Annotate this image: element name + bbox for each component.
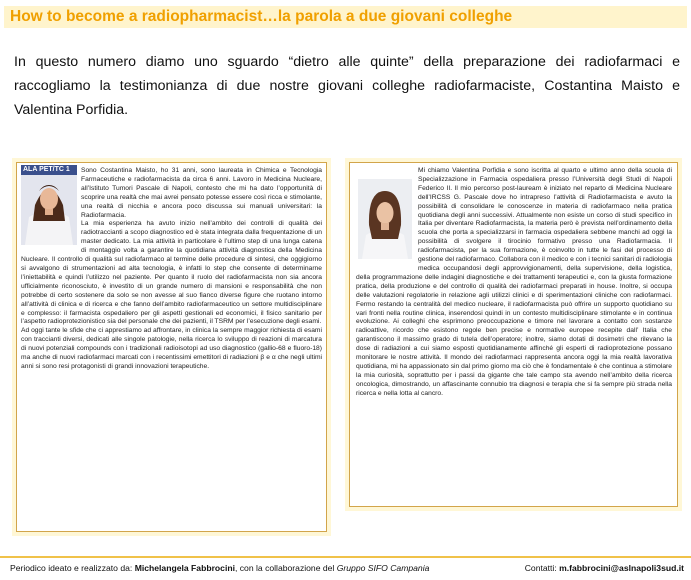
article-left-paragraph: Sono Costantina Maisto, ho 31 anni, sono laureata in Chimica e Tecnologia Farmaceutiche e radiofarmacista da circa 6 anni. Lavoro in Medicina Nucleare, all’Istituto Tumori Pascale di Napoli, contesto che mi ha dato l’opportunità di scoprire una realtà che mai avrei pensato potesse essere così ricca e stimolante, una realtà di nicchia e ancora poco discussa sui manuali universitari: la Radiofarmacia. xyxy=(81,167,322,219)
photo-caption: ALA PET/TC 1 xyxy=(23,166,70,173)
footer-contacts-label: Contatti: xyxy=(524,563,560,573)
article-left-paragraph: La mia esperienza ha avuto inizio nell’ambito dei controlli di qualità dei radiotraccianti a scopo diagnostico ed è stata integrata dalla frequentazione di un master dedicato. La mia attività in particolare è l’ultimo step di una lunga catena di montaggio volta a garantire la quotidiana attività diagnostica della Medicina Nucleare. Il controllo di qualità sul radiofarmaco al termine delle procedure di sintesi, che oggigiorno si avvalgono di strumentazioni ad alta tecnologia, è infatti lo step che consente di determinarne l’iniettabilità e quindi l’utilizzo nel paziente. Per quanto il ruolo del radiofarmacista non sia ancora ufficialmente riconosciuto, è investito di un grande numero di mansioni e responsabilità che non potrebbe di certo sostenere da solo se non avesse al suo fianco diverse figure che ruotano intorno all’attività di clinica e di ricerca e che fanno dell’ambito radiofarmaceutico un settore multidisciplinare e complesso: il farmacista ospedaliero per gli aspetti gestionali ed economici, il fisico sanitario per l’aspetto radioprotezionistico sia del personale che dei pazienti, il TSRM per l’esecuzione degli esami. xyxy=(21,220,322,326)
footer-divider xyxy=(0,556,691,558)
footer xyxy=(10,563,684,573)
article-box-valentina xyxy=(349,162,678,507)
page-title: How to become a radiopharmacist…la parola a due giovani colleghe xyxy=(4,6,687,28)
footer-email-link[interactable]: m.fabbrocini@aslnapoli3sud.it xyxy=(559,563,684,573)
footer-author: Michelangela Fabbrocini xyxy=(134,563,235,573)
article-right-paragraph: Mi chiamo Valentina Porfidia e sono iscritta al quarto e ultimo anno della scuola di Specializzazione in Farmacia ospedaliera presso l’Università degli Studi di Napoli Federico II. Il mio percorso post-lauream è iniziato nel reparto di Medicina Nucleare dell’IRCSS G. Pascale dove ho intrapreso l’attività di Radiofarmacista e avuto la possibilità di consolidare le conoscenze in materia di radiofarmaco nella pratica quotidiana degli anni successivi. Attualmente non esiste un corso di studi specifico in Italia per diventare Radiofarmacista, la materia però è prevista nell’ordinamento della scuola che porta a specializzarsi in farmacia ospedaliera sebbene manchi ad oggi la possibilità di svolgere il tirocinio formativo presso una Radiofarmacia. Il radiofarmacista, per la sua formazione, è coinvolto in tutte le fasi del processo di gestione del radiofarmaco. Collabora con il medico e con i tecnici sanitari di radiologia medica occupandosi degli approvvigionamenti, della supervisione, della logistica, della programmazione delle indagini diagnostiche e dei trattamenti terapeutici e, con la giusta formazione pratica, della produzione e del controllo di qualità dei radiofarmaci preparati in house. Inoltre, si occupa delle valutazioni regolatorie in relazione agli utilizzi clinici e di sperimentazioni cliniche con radiofarmaci. Fermo restando la centralità del medico nucleare, il radiofarmacista può offrire un supporto quotidiano su vari fronti nella routine clinica, inserendosi quindi in un contesto multidisciplinare stimolante e in continua evoluzione. Ai colleghi che esprimono preoccupazione e timore nel lavorare a contatto con sostanze radioattive, ricordo che esistono regole ben precise e normative europee recepite dall’ Italia che garantiscono il massimo grado di tutela dell’operatore; inoltre, siamo dotati di dosimetri che rilevano la dose di radiazioni a cui siamo esposti quotidianamente affinché gli esperti di radioprotezione possano monitorare le nostre attività. Il mondo dei radiofarmaci rappresenta ancora oggi la mia realtà lavorativa quotidiana, mi ha appassionato sin dal primo giorno ma ciò che è fondamentale è che continua a stimolare la mia curiosità, soprattutto per i passi da gigante che tale campo sta avendo nell’ambito della ricerca oncologica, dimostrando, un affascinante connubio tra diagnosi e terapia che si fa sempre più strada nella ricerca e nella lotta al cancro. xyxy=(356,167,672,397)
article-box-costantina xyxy=(16,162,327,532)
article-left-paragraph: Ad oggi tante le sfide che ci apprestiamo ad affrontare, in clinica la sempre maggior richiesta di esami con traccianti diversi, dedicati alle singole patologie, nella ricerca lo sviluppo di reazioni di marcatura di nuovi potenziali compounds con i tradizionali radioisotopi ad uso diagnostico (gallio-68 e fluoro-18) ma anche di nuovi radiofarmaci marcati con i recentissimi emettitori di radiazioni β e α che negli ultimi anni si sono resi protagonisti di grandi innovazioni terapeutiche. xyxy=(21,327,322,370)
footer-credit-prefix: Periodico ideato e realizzato da: xyxy=(10,563,135,573)
footer-credit-middle: , con la collaborazione del xyxy=(234,563,337,573)
intro-paragraph: In questo numero diamo uno sguardo “dietro alle quinte” della preparazione dei radiofarmaci e raccogliamo la testimonianza di due nostre giovani colleghe radiofarmaciste, Costantina Maisto e Valentina Porfidia. xyxy=(14,54,680,118)
footer-group: Gruppo SIFO Campania xyxy=(336,563,430,573)
